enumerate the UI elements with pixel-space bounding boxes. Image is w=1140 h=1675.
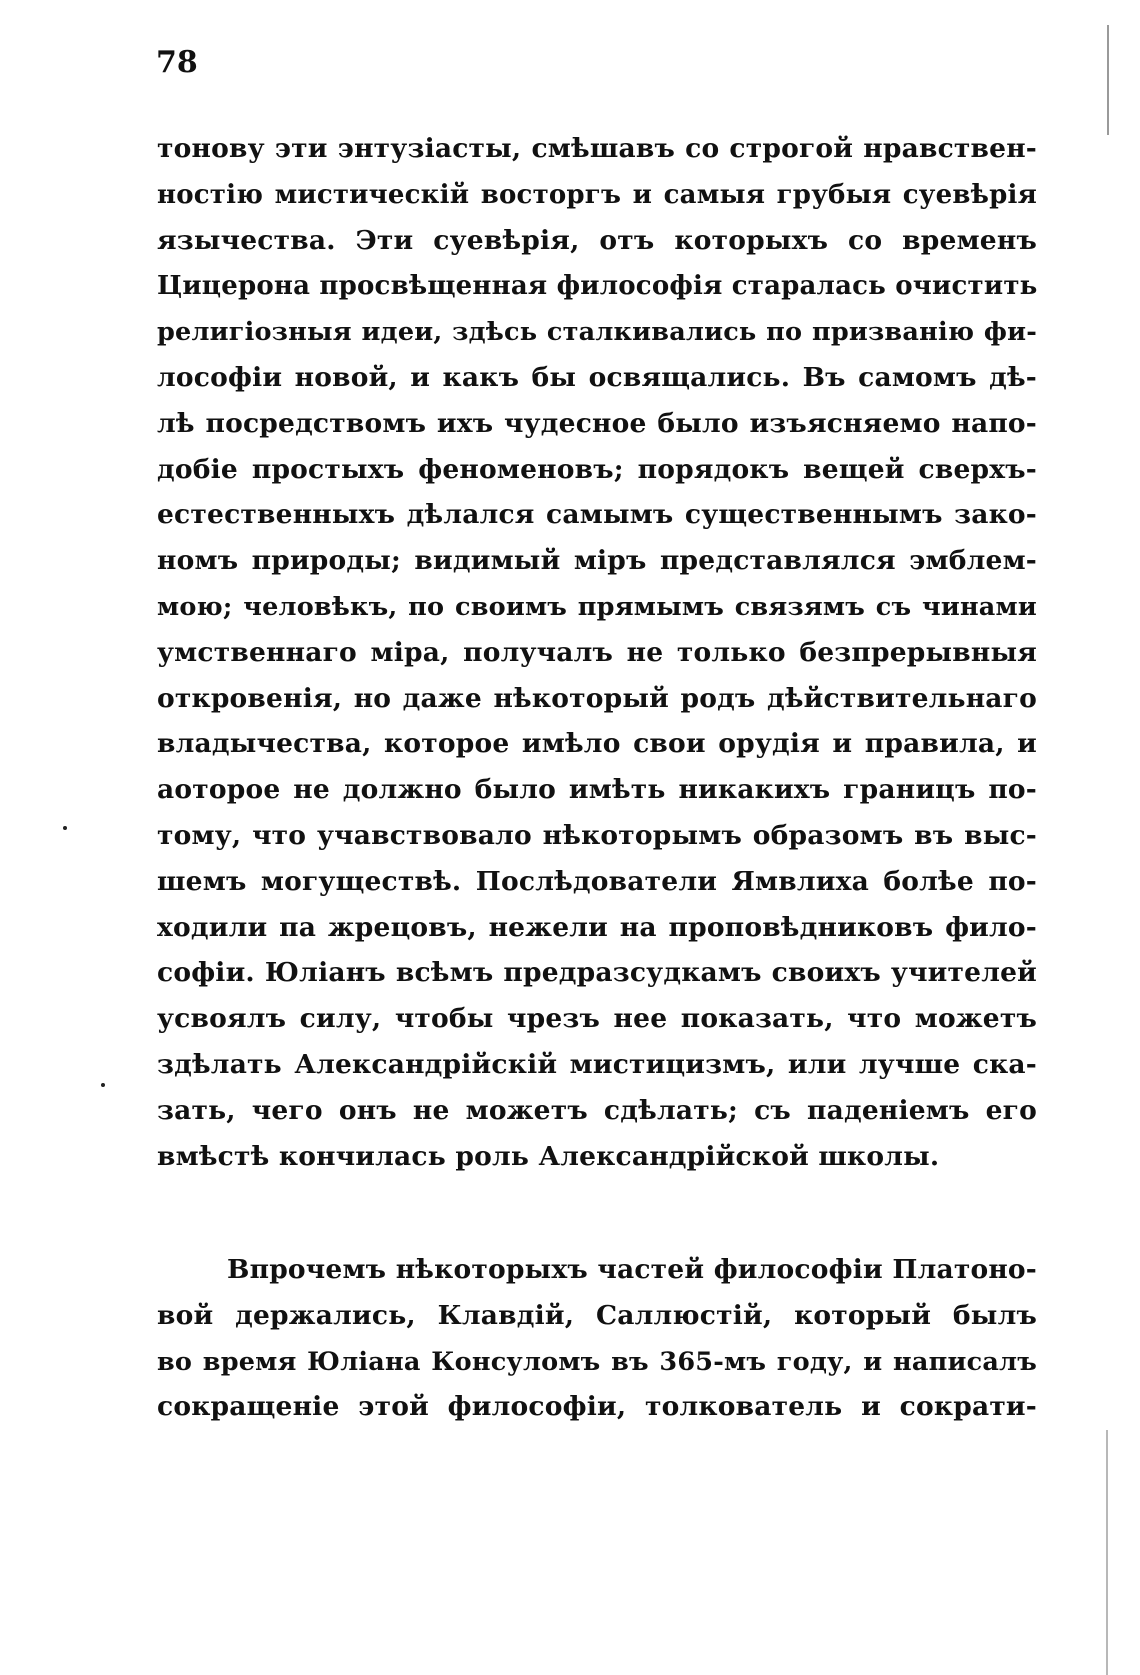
- text-line: Цицерона просвѣщенная философія старалась очистить: [157, 271, 1038, 302]
- text-line: лософіи новой, и какъ бы освящались. Въ самомъ дѣ-: [157, 362, 1037, 393]
- text-line: мою; человѣкъ, по своимъ прямымъ связямъ съ чинами: [157, 592, 1037, 622]
- text-line: сокращеніе этой философіи, толкователь и сократи-: [157, 1391, 1037, 1423]
- ink-speck: [63, 826, 67, 830]
- text-line: тонову эти энтузіасты, смѣшавъ со строгой нравствен-: [157, 133, 1037, 164]
- text-line: умственнаго міра, получалъ не только безпрерывныя: [157, 636, 1037, 668]
- text-line: зать, чего онъ не можетъ сдѣлать; съ паденіемъ его: [157, 1094, 1037, 1126]
- page-edge-rule: [1107, 25, 1109, 135]
- text-line: шемъ могуществѣ. Послѣдователи Ямвлиха болѣе по-: [157, 865, 1037, 897]
- text-line: ходили па жрецовъ, нежели на проповѣдниковъ фило-: [157, 911, 1037, 943]
- text-line: здѣлать Александрійскій мистицизмъ, или лучше ска-: [157, 1049, 1037, 1080]
- text-line: ностію мистическій восторгъ и самыя грубыя суевѣрія: [157, 179, 1037, 210]
- page-edge-rule-lower: [1106, 1430, 1108, 1675]
- text-line: лѣ посредствомъ ихъ чудесное было изъясняемо напо-: [157, 407, 1037, 439]
- text-line: тому, что учавствовало нѣкоторымъ образомъ въ выс-: [157, 820, 1037, 851]
- text-line: религіозныя идеи, здѣсь сталкивались по призванію фи-: [157, 317, 1037, 348]
- page-number: 78: [156, 45, 198, 80]
- text-line: усвоялъ силу, чтобы чрезъ нее показать, что можетъ: [157, 1003, 1037, 1035]
- text-line: во время Юліана Консуломъ въ 365-мъ году, и написалъ: [157, 1346, 1037, 1377]
- text-line: аоторое не должно было имѣть никакихъ границъ по-: [157, 774, 1037, 806]
- text-line: софіи. Юліанъ всѣмъ предразсудкамъ своихъ учителей: [157, 957, 1037, 989]
- text-line: вой держались, Клавдій, Саллюстій, который былъ: [157, 1299, 1037, 1331]
- text-line: естественныхъ дѣлался самымъ существеннымъ зако-: [157, 499, 1037, 531]
- text-line: Впрочемъ нѣкоторыхъ частей философіи Платоно-: [227, 1254, 1037, 1285]
- text-line: владычества, которое имѣло свои орудія и правила, и: [157, 728, 1037, 760]
- text-line: вмѣстѣ кончилась роль Александрійской школы.: [157, 1140, 940, 1172]
- text-line: добіе простыхъ феноменовъ; порядокъ вещей сверхъ-: [157, 453, 1037, 485]
- text-line: откровенія, но даже нѣкоторый родъ дѣйствительнаго: [157, 682, 1037, 714]
- text-line: номъ природы; видимый міръ представлялся эмблем-: [157, 545, 1037, 577]
- text-line: язычества. Эти суевѣрія, отъ которыхъ со временъ: [157, 224, 1037, 256]
- ink-speck: [101, 1083, 105, 1087]
